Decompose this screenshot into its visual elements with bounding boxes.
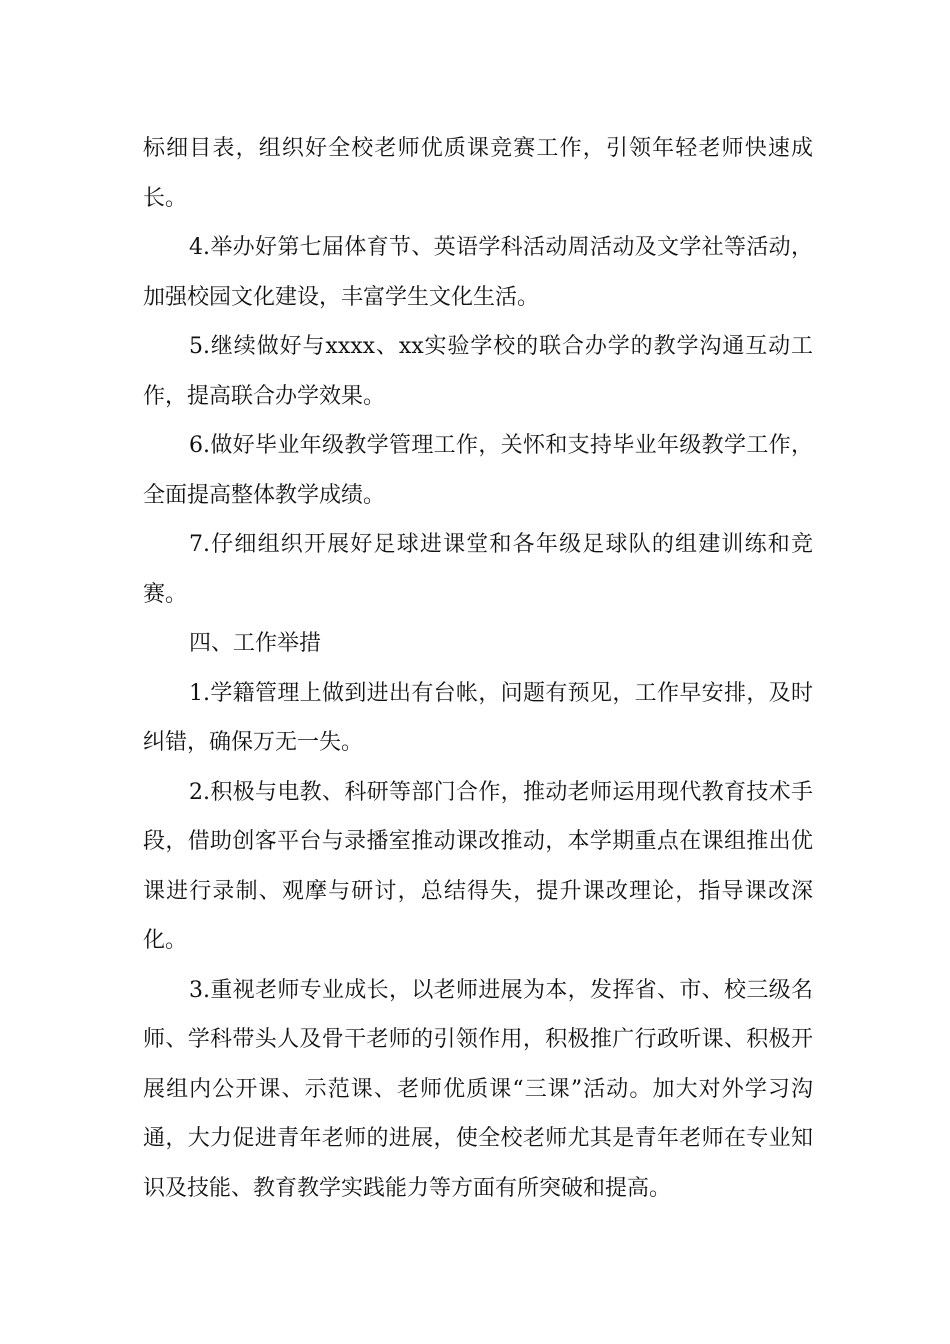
measure-item-3: 3.重视老师专业成长，以老师进展为本，发挥省、市、校三级名师、学科带头人及骨干老师的引领作用，积极推广行政听课、积极开展组内公开课、示范课、老师优质课“三课”活动。加大对外学习沟通，大力促进青年老师的进展，使全校老师尤其是青年老师在专业知识及技能、教育教学实践能力等方面有所突破和提高。 <box>143 977 813 1201</box>
measure-item-1: 1.学籍管理上做到进出有台帐，问题有预见，工作早安排，及时纠错，确保万无一失。 <box>143 680 813 755</box>
paragraph-item-6: 6.做好毕业年级教学管理工作，关怀和支持毕业年级教学工作，全面提高整体教学成绩。 <box>143 433 813 508</box>
paragraph-continuation: 标细目表，组织好全校老师优质课竞赛工作，引领年轻老师快速成长。 <box>143 136 813 211</box>
paragraph-item-7: 7.仔细组织开展好足球进课堂和各年级足球队的组建训练和竞赛。 <box>143 532 813 607</box>
paragraph-item-5: 5.继续做好与xxxx、xx实验学校的联合办学的教学沟通互动工作，提高联合办学效果。 <box>143 334 813 409</box>
measure-item-2: 2.积极与电教、科研等部门合作，推动老师运用现代教育技术手段，借助创客平台与录播室推动课改推动，本学期重点在课组推出优课进行录制、观摩与研讨，总结得失，提升课改理论，指导课改深化。 <box>143 779 813 953</box>
document-body <box>143 124 813 1213</box>
paragraph-item-4: 4.举办好第七届体育节、英语学科活动周活动及文学社等活动，加强校园文化建设，丰富学生文化生活。 <box>143 235 813 310</box>
section-heading: 四、工作举措 <box>189 631 322 656</box>
